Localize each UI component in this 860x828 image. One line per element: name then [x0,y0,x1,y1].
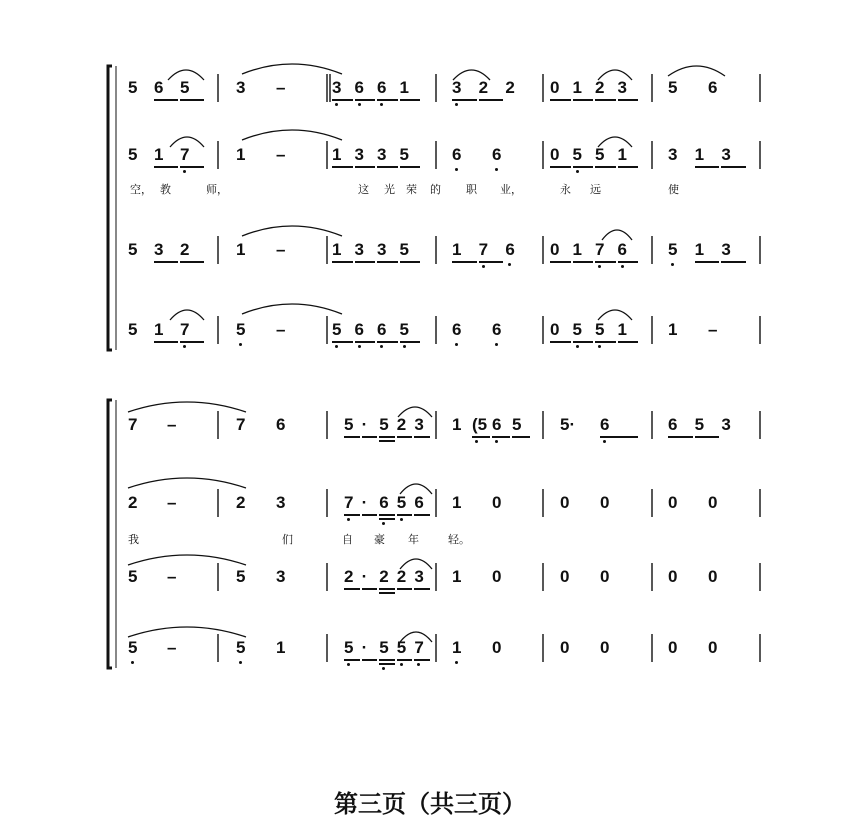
note: 3 [332,78,342,97]
note: 5 [379,415,389,434]
slur [170,310,204,320]
note: 0 [668,567,678,586]
underline-beam [355,261,376,263]
low-octave-dot [347,518,350,521]
underline-beam [618,341,639,343]
lyric-syllable: 永 [560,183,571,196]
slur [242,226,342,236]
note: 7 [236,415,246,434]
underline-beam [618,99,639,101]
underline-beam [695,436,720,438]
underline-beam [550,166,571,168]
underline-beam [344,659,360,661]
underline-beam [397,659,413,661]
underline-beam [377,341,398,343]
low-octave-dot [403,345,406,348]
note: 1 [332,240,342,259]
note: · [361,638,368,657]
note: – [167,493,177,512]
note: 1 [452,638,462,657]
note: 1 [694,240,705,259]
underline-beam [595,341,616,343]
underline-beam [695,261,720,263]
underline-beam [595,166,616,168]
underline-beam [397,514,413,516]
note: 2 [344,567,354,586]
underline-beam [618,166,639,168]
slur [242,304,342,314]
lyric-syllable: 光 [384,183,395,196]
slur [128,402,246,412]
note: 5 [332,320,342,339]
lyric-syllable: 自 [342,533,353,546]
note: 7 [478,240,489,259]
note: 3 [617,78,627,97]
note: 5 [399,240,409,259]
underline-beam [379,518,395,520]
lyric-syllable: 使 [668,183,679,196]
underline-beam [362,514,378,516]
underline-beam [492,436,510,438]
lyric-syllable: 远 [590,183,601,196]
note: 0 [550,240,560,259]
underline-beam [479,261,504,263]
lyric-syllable: 教 [160,183,171,196]
low-octave-dot [335,345,338,348]
underline-beam [362,659,378,661]
note: 1 [452,567,462,586]
note: 0 [560,493,570,512]
note: (5 [472,415,488,434]
note: 5 [396,493,407,512]
underline-beam [550,99,571,101]
low-octave-dot [455,168,458,171]
low-octave-dot [455,103,458,106]
note: 1 [617,145,627,164]
note: 5 [572,145,582,164]
note: 6 [492,145,502,164]
underline-beam [573,261,594,263]
lyric-syllable: 这 [358,183,369,196]
underline-beam [400,166,421,168]
note: 5 [128,567,138,586]
note: 2 [379,567,389,586]
note: 6 [617,240,627,259]
note: 6 [154,78,164,97]
note: 1 [399,78,409,97]
note: 6 [668,415,678,434]
note: 0 [560,638,570,657]
note: – [276,320,286,339]
note: 1 [154,320,164,339]
underline-beam [332,166,353,168]
low-octave-dot [380,103,383,106]
note: 6 [379,493,389,512]
lyric-syllable: 业， [500,183,522,196]
note: 5 [180,78,190,97]
underline-beam [355,166,376,168]
note: 7 [128,415,138,434]
underline-beam [414,514,430,516]
note: 7 [180,145,190,164]
note: 5 [236,638,246,657]
note: 3 [354,240,364,259]
note: 6 [708,78,718,97]
underline-beam [355,341,376,343]
note: 0 [600,493,610,512]
underline-beam [400,341,421,343]
note: 0 [708,567,718,586]
note: 5 [236,320,246,339]
note: – [167,638,177,657]
note: 5 [128,240,138,259]
slur [128,627,246,637]
note: 6 [452,145,462,164]
underline-beam [154,261,178,263]
lyric-syllable: 年 [408,533,419,546]
low-octave-dot [183,345,186,348]
underline-beam [452,261,477,263]
underline-beam [721,261,746,263]
note: 2 [396,415,407,434]
note: 2 [128,493,138,512]
note: 5 [236,567,246,586]
underline-beam [154,99,178,101]
note: 3 [154,240,164,259]
note: 6 [377,78,387,97]
note: 6 [276,415,286,434]
note: 3 [721,240,731,259]
underline-beam [379,436,395,438]
note: 3 [414,415,424,434]
lyric-syllable: 们 [282,533,293,546]
note: 1 [452,240,462,259]
note: 5 [128,638,138,657]
underline-beam [550,341,571,343]
note: 5 [379,638,389,657]
note: 2 [595,78,605,97]
lyric-syllable: 豪 [374,533,385,546]
underline-beam [600,436,638,438]
underline-beam [355,99,376,101]
note: 3 [236,78,246,97]
slur [128,555,246,565]
note: 3 [721,415,731,434]
note: 3 [276,567,286,586]
lyric-syllable: 荣 [406,183,417,196]
note: 6 [414,493,424,512]
underline-beam [344,514,360,516]
underline-beam [452,99,477,101]
note: 6 [492,320,502,339]
note: 7 [344,493,354,512]
note: 5 [344,638,354,657]
underline-beam [479,99,504,101]
note: 6 [354,320,364,339]
lyric-syllable: 空， [130,183,152,196]
low-octave-dot [239,661,242,664]
low-octave-dot [239,343,242,346]
underline-beam [180,166,204,168]
slur [128,478,246,488]
slur [242,64,342,74]
underline-beam [595,261,616,263]
note: 5 [399,145,409,164]
note: – [167,567,177,586]
underline-beam [512,436,530,438]
underline-beam [379,659,395,661]
slur [598,310,632,320]
note: 0 [560,567,570,586]
note: 3 [414,567,424,586]
page-footer-title: 第三页（共三页） [334,790,526,818]
note: 7 [180,320,190,339]
note: 5 [128,78,138,97]
low-octave-dot [671,263,674,266]
note: 0 [492,567,502,586]
note: 6 [377,320,387,339]
note: 5 [399,320,409,339]
underline-beam [414,588,430,590]
underline-beam [362,436,378,438]
note: 1 [694,145,705,164]
low-octave-dot [380,345,383,348]
underline-beam [414,436,430,438]
note: 5 [396,638,407,657]
note: – [276,78,286,97]
note: 0 [550,78,560,97]
note: 2 [236,493,246,512]
underline-beam [695,166,720,168]
note: 3 [354,145,364,164]
underline-beam [414,659,430,661]
lyric-syllable: 轻。 [448,533,470,546]
note: 2 [505,78,515,97]
note: 0 [600,567,610,586]
system-bracket [108,66,112,350]
low-octave-dot [131,661,134,664]
low-octave-dot [482,265,485,268]
note: 6 [505,240,515,259]
low-octave-dot [183,170,186,173]
low-octave-dot [358,345,361,348]
note: 0 [492,493,502,512]
note: 5 [512,415,522,434]
note: 2 [396,567,407,586]
note: 0 [600,638,610,657]
underline-beam [573,166,594,168]
note: 6 [354,78,364,97]
slur [602,230,632,240]
underline-beam [595,99,616,101]
note: 5 [595,145,605,164]
underline-beam [573,99,594,101]
note: 1 [332,145,342,164]
note: 0 [668,493,678,512]
note: 7 [595,240,605,259]
note: 0 [550,320,560,339]
note: · [361,567,368,586]
underline-beam [180,99,204,101]
note: 0 [708,638,718,657]
note: 3 [721,145,731,164]
note: 5 [344,415,354,434]
underline-beam [400,99,421,101]
underline-beam [344,436,360,438]
note: 5 [128,320,138,339]
underline-beam [721,166,746,168]
note: – [167,415,177,434]
underline-beam [668,436,693,438]
note: 7 [414,638,424,657]
lyric-syllable: 师， [206,183,228,196]
low-octave-dot [335,103,338,106]
note: 6 [452,320,462,339]
note: 1 [572,78,582,97]
underline-beam [180,261,204,263]
low-octave-dot [475,440,478,443]
underline-beam [379,663,395,665]
low-octave-dot [495,168,498,171]
note: 3 [276,493,286,512]
underline-beam [332,341,353,343]
note: 5 [572,320,582,339]
note: 0 [668,638,678,657]
underline-beam [344,588,360,590]
underline-beam [618,261,639,263]
underline-beam [573,341,594,343]
underline-beam [362,588,378,590]
low-octave-dot [576,345,579,348]
underline-beam [400,261,421,263]
note: 3 [452,78,462,97]
underline-beam [397,588,413,590]
lyric-syllable: 职 [466,183,477,196]
note: · [361,493,368,512]
underline-beam [332,261,353,263]
slur [242,130,342,140]
note: – [276,240,286,259]
underline-beam [377,99,398,101]
note: 1 [572,240,582,259]
note: · [361,415,368,434]
underline-beam [377,261,398,263]
lyric-syllable: 我 [128,533,139,546]
underline-beam [377,166,398,168]
note: – [708,320,718,339]
lyric-syllable: 的 [430,183,441,196]
low-octave-dot [400,663,403,666]
underline-beam [397,436,413,438]
low-octave-dot [455,343,458,346]
note: 3 [668,145,678,164]
note: 1 [617,320,627,339]
underline-beam [154,341,178,343]
note: 5· [560,415,576,434]
note: 5 [694,415,705,434]
underline-beam [379,514,395,516]
low-octave-dot [455,661,458,664]
note: 5 [668,78,678,97]
note: 1 [452,415,462,434]
low-octave-dot [603,440,606,443]
note: 5 [595,320,605,339]
note: 0 [708,493,718,512]
low-octave-dot [576,170,579,173]
underline-beam [154,166,178,168]
note: 3 [377,145,387,164]
note: 5 [128,145,138,164]
underline-beam [379,440,395,442]
underline-beam [379,588,395,590]
note: 6 [600,415,610,434]
note: 5 [668,240,678,259]
low-octave-dot [400,518,403,521]
note: 2 [180,240,190,259]
note: 0 [492,638,502,657]
low-octave-dot [347,663,350,666]
low-octave-dot [358,103,361,106]
note: 3 [377,240,387,259]
note: 1 [668,320,678,339]
underline-beam [332,99,353,101]
note: 0 [550,145,560,164]
system-bracket [108,400,112,668]
note: 2 [478,78,489,97]
note: 1 [276,638,286,657]
low-octave-dot [621,265,624,268]
note: 6 [492,415,502,434]
low-octave-dot [598,265,601,268]
low-octave-dot [495,343,498,346]
low-octave-dot [495,440,498,443]
underline-beam [180,341,204,343]
underline-beam [550,261,571,263]
slur [668,66,725,76]
note: 1 [452,493,462,512]
low-octave-dot [598,345,601,348]
underline-beam [379,592,395,594]
note: 1 [236,240,246,259]
note: 1 [154,145,164,164]
note: 1 [236,145,246,164]
note: – [276,145,286,164]
underline-beam [472,436,490,438]
